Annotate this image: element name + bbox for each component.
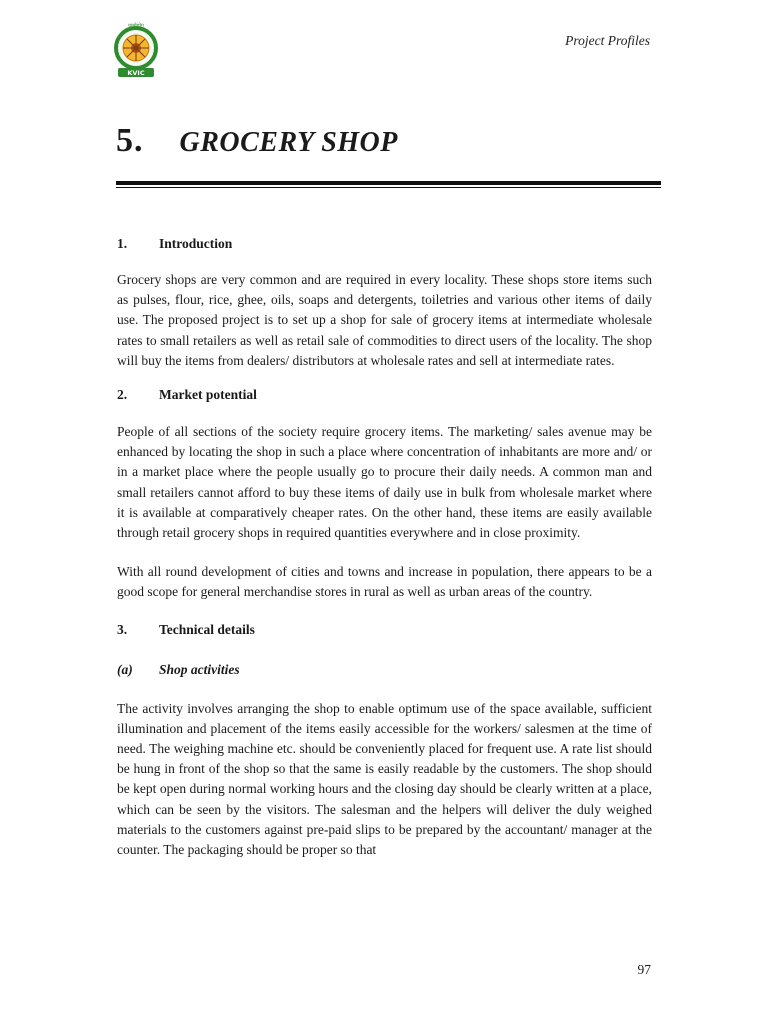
section-title: Technical details — [159, 621, 255, 637]
section-number: 1. — [117, 236, 128, 251]
chapter-number: 5. — [116, 122, 144, 159]
emblem-icon — [104, 22, 168, 82]
section-heading-technical-details — [117, 619, 652, 641]
section-title: Market potential — [159, 387, 257, 403]
section-title: Introduction — [159, 236, 233, 251]
paragraph-market-potential-2: With all round development of cities and towns and increase in population, there appears to be a good scope for general merchandise stores in rural as well as urban areas of the country. — [117, 564, 652, 600]
section-number: 3. — [117, 621, 128, 637]
page-number: 97 — [637, 962, 651, 977]
subsection-number: (a) — [117, 661, 133, 677]
logo-bottom-text: KVIC — [127, 69, 145, 78]
logo-top-text: ग्रामोद्योग — [128, 23, 144, 29]
subsection-heading-shop-activities — [117, 659, 652, 681]
title-rule-thin — [116, 187, 661, 188]
section-heading-introduction — [117, 233, 652, 255]
subsection-title: Shop activities — [159, 661, 240, 677]
section-number: 2. — [117, 387, 128, 403]
running-header: Project Profiles — [565, 33, 650, 48]
kvic-logo — [104, 22, 168, 82]
paragraph-shop-activities: The activity involves arranging the shop to enable optimum use of the space available, sufficient illumination and placement of the items easily accessible for the workers/ salesmen at the time of need. The weighing machine etc. should be conveniently placed for frequent use. A rate list should be hung in front of the shop so that the same is easily readable by the customers. The shop should be kept open during normal working hours and the closing day should be clearly written at a place, which can be seen by the visitors. The salesman and the helpers will deliver the duly weighed materials to the customers against pre-paid slips to be prepared by the accountant/ manager at the counter. The packaging should be proper so that — [117, 700, 652, 858]
chapter-heading — [116, 122, 398, 172]
title-rule-thick — [116, 181, 661, 185]
paragraph-introduction: Grocery shops are very common and are required in every locality. These shops store items such as pulses, flour, rice, ghee, oils, soaps and detergents, toiletries and various other items of daily use. The proposed project is to set up a shop for sale of grocery items at intermediate wholesale rates to small retailers as well as retail sale of commodities to direct users of the locality. The shop will buy the items from dealers/ distributors at wholesale rates and sell at intermediate rates. — [117, 272, 652, 368]
section-heading-market-potential — [117, 384, 652, 406]
document-body — [117, 233, 652, 860]
paragraph-market-potential-1: People of all sections of the society require grocery items. The marketing/ sales avenue may be enhanced by locating the shop in such a place where concentration of inhabitants are more and/ or in a market place where the people usually go to procure their daily needs. A common man and small retailers cannot afford to buy these items of daily use in bulk from wholesale market where it is available at comparatively cheaper rates. On the other hand, these items are easily available through retail grocery shops in required quantities everywhere and in close proximity. — [117, 424, 652, 541]
chapter-title: GROCERY SHOP — [179, 127, 398, 158]
